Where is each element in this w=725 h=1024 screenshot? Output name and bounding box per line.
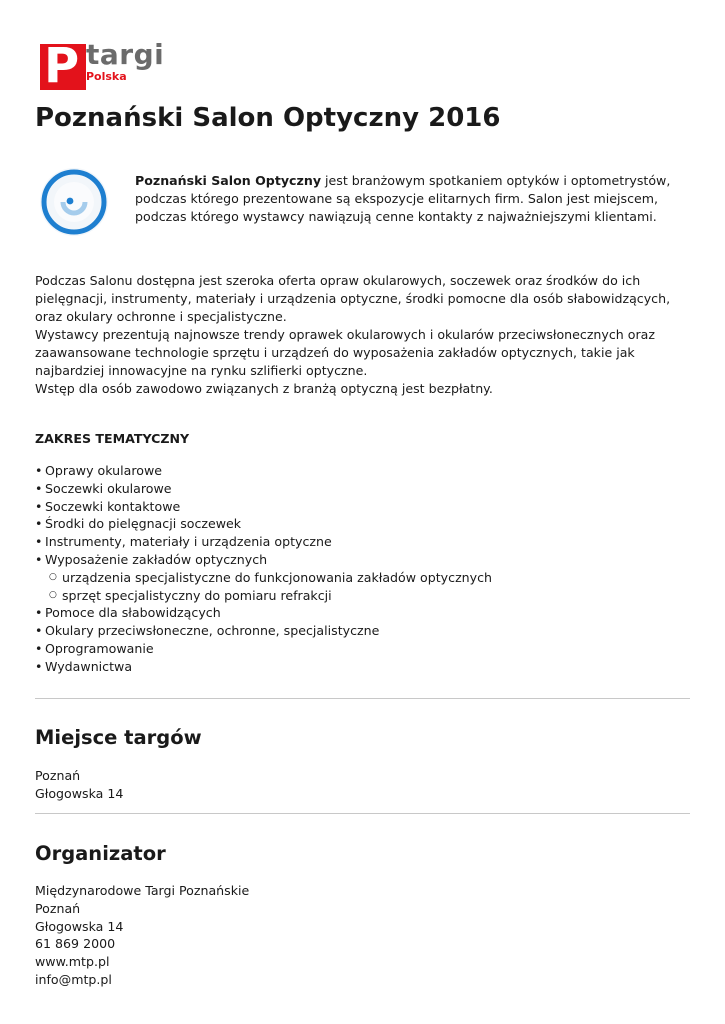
list-item: • Środki do pielęgnacji soczewek [35,516,242,532]
event-logo-icon [37,165,111,239]
intro-paragraph [135,172,695,226]
divider [35,813,690,814]
topics-list [35,462,695,676]
list-item: • Pomoce dla słabowidzących [35,605,221,621]
description-paragraph: Wystawcy prezentują najnowsze trendy oprawek okularowych i okularów przeciwsłonecznych oraz zaawansowane technologie sprzętu i urządzeń do wyposażenia zakładów optycznych, takie jak najbardziej innowacyjne na rynku szlifierki optyczne. [35,327,655,378]
list-item: • Soczewki kontaktowe [35,498,181,514]
list-item: • Soczewki okularowe [35,480,172,496]
description-paragraph: Podczas Salonu dostępna jest szeroka oferta opraw okularowych, soczewek oraz środków do ich pielęgnacji, instrumenty, materiały i urządzenia optyczne, środki pomocne dla osób słabowidzących, oraz okulary ochronne i specjalistyczne. [35,273,671,324]
organizer-email: info@mtp.pl [35,971,112,987]
divider [35,698,690,699]
bullet-icon: • [35,640,43,656]
organizer-line: Głogowska 14 [35,918,124,934]
sub-list-item: ○ urządzenia specjalistyczne do funkcjonowania zakładów optycznych [49,569,493,585]
logo-subtitle: Polska [86,70,127,83]
organizer-contact [35,882,249,989]
bullet-icon: • [35,623,43,639]
bullet-icon: • [35,551,43,567]
topics-heading: ZAKRES TEMATYCZNY [35,431,190,446]
page-title: Poznański Salon Optyczny 2016 [35,103,501,133]
list-item: • Oprogramowanie [35,640,154,656]
list-item: • Instrumenty, materiały i urządzenia optyczne [35,534,332,550]
organizer-phone: 61 869 2000 [35,936,116,952]
hollow-bullet-icon: ○ [49,571,57,582]
bullet-icon: • [35,605,43,621]
bullet-icon: • [35,480,43,496]
bullet-icon: • [35,534,43,550]
bullet-icon: • [35,516,43,532]
venue-line: Poznań [35,768,81,783]
hollow-bullet-icon: ○ [49,589,57,600]
venue-heading: Miejsce targów [35,726,202,749]
bullet-icon: • [35,463,43,478]
venue-line: Głogowska 14 [35,785,124,801]
intro-event-name: Poznański Salon Optyczny [135,173,322,188]
sub-list-item: ○ sprzęt specjalistyczny do pomiaru refrakcji [49,587,332,603]
bullet-icon: • [35,658,43,674]
logo-letter: P [44,38,80,94]
description-paragraph: Wstęp dla osób zawodowo związanych z branżą optyczną jest bezpłatny. [35,381,493,396]
organizer-website: www.mtp.pl [35,954,110,970]
list-item: • Wydawnictwa [35,658,133,674]
intro-text: jest branżowym spotkaniem optyków i optometrystów, podczas którego prezentowane są ekspozycje elitarnych firm. Salon jest miejscem, podczas którego wystawcy nawiązują cenne kontakty z najważniejszymi klientami. [135,173,671,224]
list-item: • Oprawy okularowe [35,463,163,478]
list-item: • Wyposażenie zakładów optycznych [35,551,268,567]
description [35,272,695,398]
targi-polska-logo [40,38,165,94]
venue-address [35,767,123,803]
organizer-line: Poznań [35,900,81,916]
list-item: • Okulary przeciwsłoneczne, ochronne, specjalistyczne [35,623,380,639]
organizer-heading: Organizator [35,842,166,865]
logo-word: targi [86,38,165,71]
bullet-icon: • [35,498,43,514]
organizer-line: Międzynarodowe Targi Poznańskie [35,883,250,898]
